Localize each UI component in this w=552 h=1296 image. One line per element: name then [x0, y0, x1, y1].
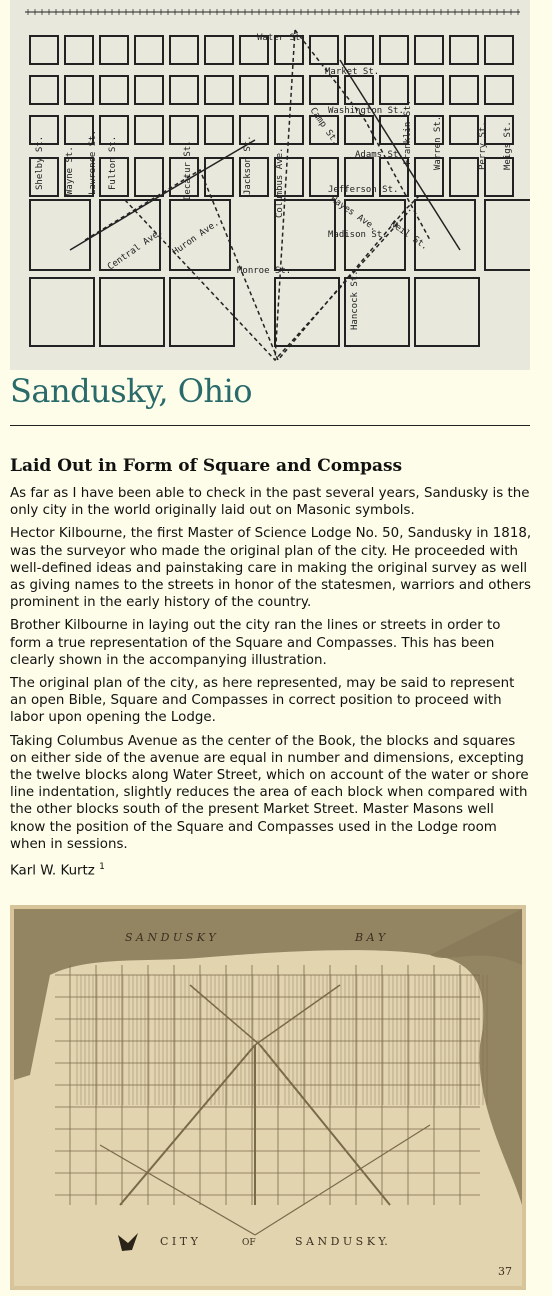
city-block	[240, 76, 268, 104]
city-block	[450, 158, 478, 196]
city-block	[345, 116, 373, 144]
city-block	[450, 36, 478, 64]
city-block	[205, 158, 233, 196]
city-block	[415, 76, 443, 104]
city-block	[135, 36, 163, 64]
city-block	[170, 36, 198, 64]
paragraph-1: As far as I have been able to check in the past several years, Sandusky is the only city in the world originally laid out on Masonic symbols.	[10, 486, 530, 519]
plat-title-city: C I T Y	[160, 1235, 198, 1248]
street-label: Decatur St.	[183, 140, 193, 200]
street-label: Fulton St.	[108, 135, 118, 190]
city-block	[205, 36, 233, 64]
title-divider	[10, 425, 530, 426]
city-block	[205, 116, 233, 144]
page-title: Sandusky, Ohio	[10, 372, 253, 410]
street-label: Lawrence St.	[88, 129, 98, 195]
article-body	[10, 485, 532, 886]
diagonal-street	[85, 170, 420, 360]
street-label: Hayes Ave.	[328, 194, 379, 234]
sandusky-street-map-image	[10, 0, 530, 370]
street-label: Washington St.	[328, 106, 404, 116]
footnote-marker[interactable]: 1	[99, 862, 105, 873]
street-label: Meigs St.	[503, 121, 513, 170]
street-label: Central Ave.	[105, 226, 165, 273]
city-block	[135, 158, 163, 196]
attribution	[10, 859, 532, 880]
street-label: Market St.	[325, 67, 380, 77]
street-label: Columbus Ave.	[275, 147, 285, 218]
author-name: Karl W. Kurtz	[10, 863, 95, 879]
paragraph-4: The original plan of the city, as here represented, may be said to represent an open Bible, Square and Compasses in correct position to proceed with labor upon opening the Lodge.	[10, 676, 515, 726]
paragraph-3: Brother Kilbourne in laying out the city ran the lines or streets in order to form a true representation of the Square and Compasses. This has been clearly shown in the accompanying illustration.	[10, 618, 501, 668]
street-label: Shelby St.	[35, 135, 45, 190]
paragraph-2: Hector Kilbourne, the first Master of Science Lodge No. 50, Sandusky in 1818, was the surveyor who made the original plan of the city. He proceeded with well-defined ideas and painstaking care in making the original survey as well as giving names to the streets in honor of the statesmen, warriors and others prominent in the early history of the country.	[10, 526, 532, 611]
city-block	[345, 36, 373, 64]
city-block	[170, 278, 234, 346]
street-label: Warren St.	[433, 115, 443, 170]
city-block	[380, 36, 408, 64]
city-block	[30, 200, 90, 270]
plate-number: 37	[498, 1265, 512, 1278]
city-block	[485, 76, 513, 104]
street-label: Franklin St.	[403, 99, 413, 165]
street-label: Adams St.	[355, 150, 404, 160]
street-label: Perry St.	[478, 121, 488, 170]
city-block	[100, 36, 128, 64]
street-label: Madison St.	[328, 230, 388, 240]
city-block	[100, 76, 128, 104]
city-block	[275, 76, 303, 104]
street-label: Camp St.	[307, 105, 341, 148]
city-block	[30, 36, 58, 64]
city-block	[205, 76, 233, 104]
historic-plat-map-image	[10, 905, 526, 1290]
city-block	[485, 200, 530, 270]
city-block	[485, 36, 513, 64]
city-block	[30, 278, 94, 346]
plat-title-of: OF	[242, 1238, 256, 1248]
section-heading: Laid Out in Form of Square and Compass	[10, 456, 403, 476]
city-block	[170, 76, 198, 104]
city-block	[415, 200, 475, 270]
city-block	[415, 278, 479, 346]
city-block	[450, 116, 478, 144]
street-label: Jefferson St.	[328, 185, 399, 195]
city-block	[30, 76, 58, 104]
street-label: Jackson St.	[243, 135, 253, 195]
city-block	[310, 36, 338, 64]
plat-title-sandusky: S A N D U S K Y.	[295, 1235, 388, 1248]
street-label: Wayne St.	[65, 146, 75, 195]
city-block	[170, 116, 198, 144]
city-block	[275, 278, 339, 346]
city-block	[100, 278, 164, 346]
city-block	[415, 36, 443, 64]
city-block	[450, 76, 478, 104]
street-label: Neil St.	[388, 219, 430, 253]
city-block	[65, 76, 93, 104]
city-block	[135, 116, 163, 144]
bay-label-1: S A N D U S K Y	[125, 931, 216, 944]
street-label: Hancock St.	[350, 270, 360, 330]
paragraph-5: Taking Columbus Avenue as the center of the Book, the blocks and squares on either side of the avenue are equal in number and dimensions, excepting the twelve blocks along Water Street, which on account of the water or shore line indentation, slightly reduces the area of each block when compared with the other blocks south of the present Market Street. Master Masons well know the position of the Square and Compasses used in the Lodge room when in sessions.	[10, 733, 529, 852]
street-label: Water St.	[257, 33, 306, 43]
city-block	[380, 76, 408, 104]
bay-label-2: B A Y	[355, 931, 386, 944]
city-block	[65, 36, 93, 64]
street-label: Huron Ave.	[170, 218, 222, 258]
city-block	[135, 76, 163, 104]
street-label: Monroe St.	[237, 266, 292, 276]
